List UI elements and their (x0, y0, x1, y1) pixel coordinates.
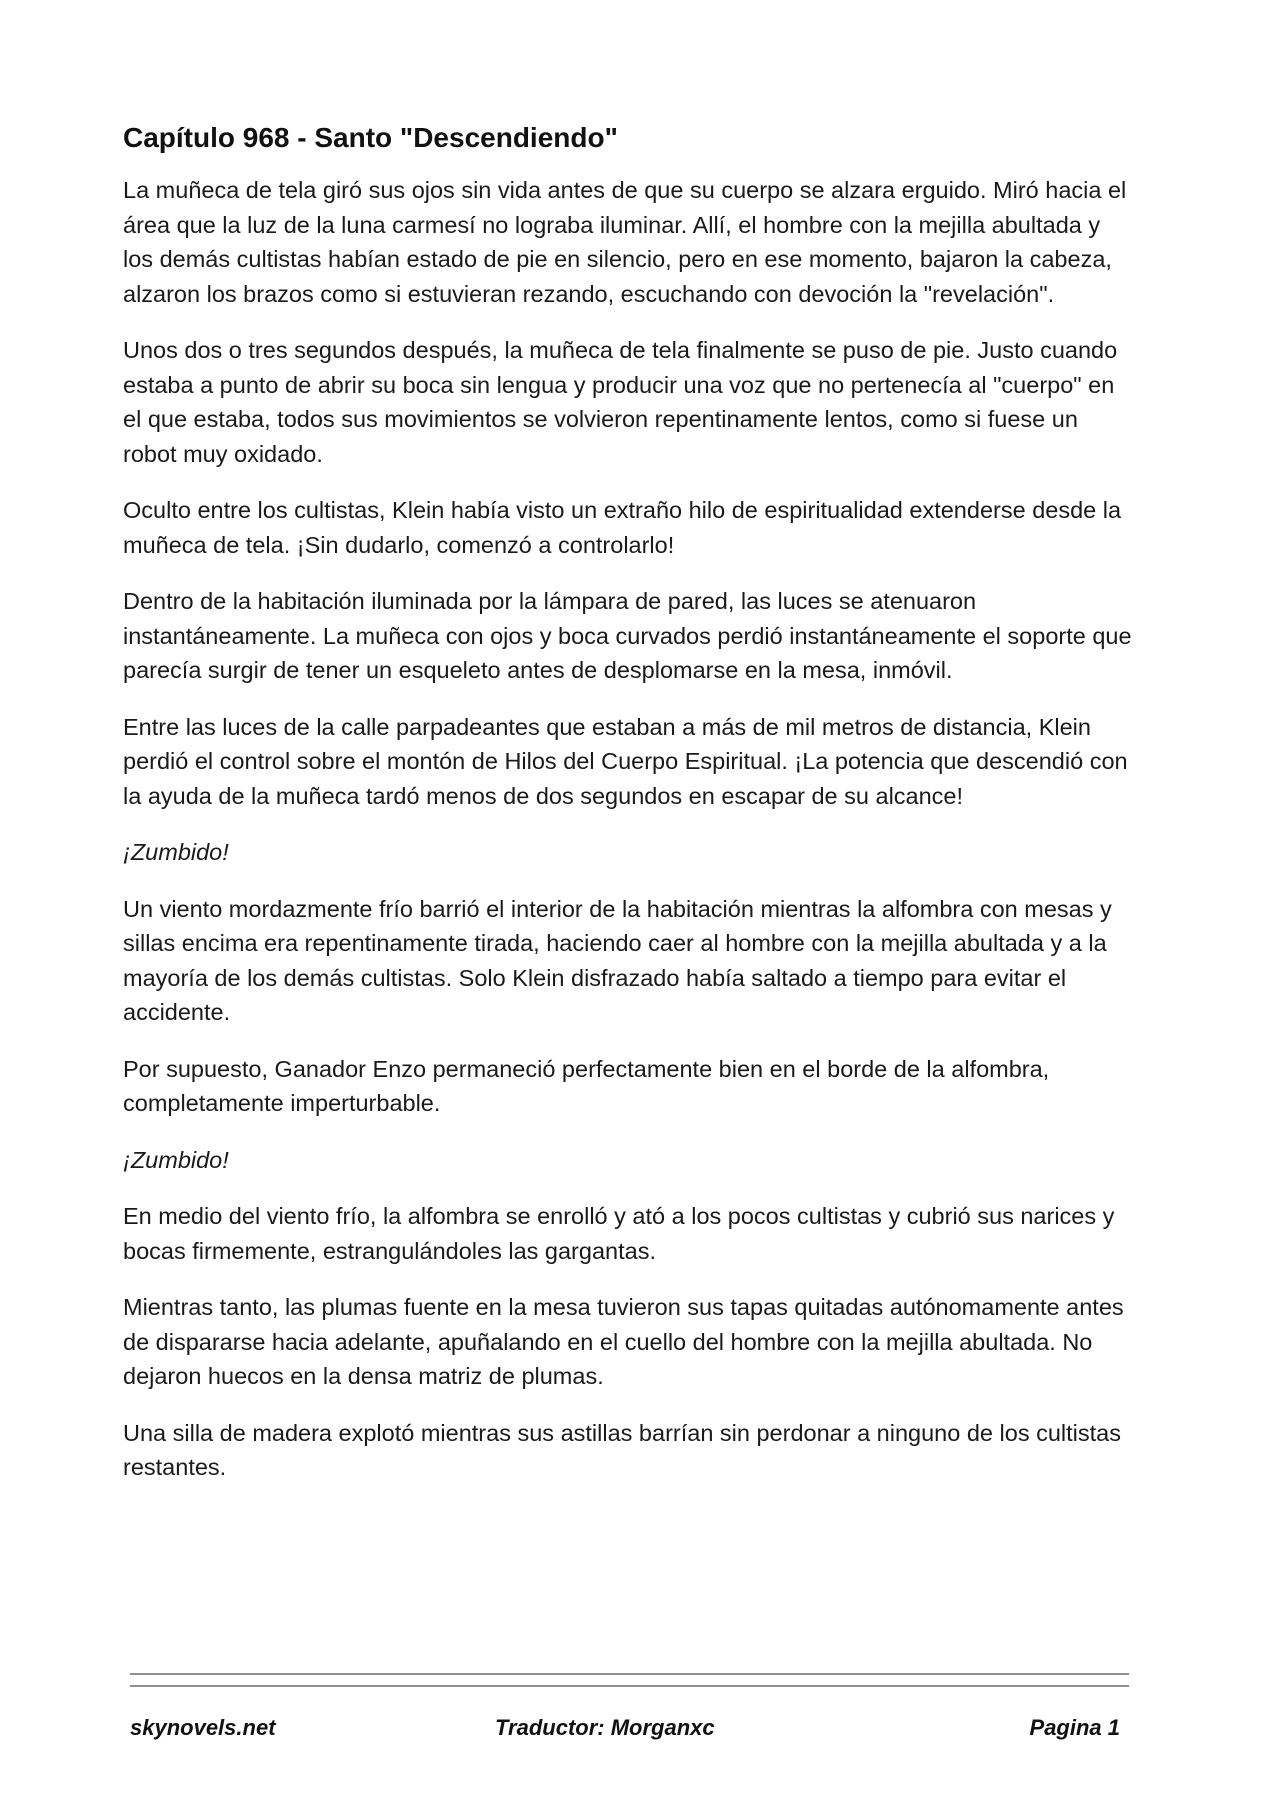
footer-site: skynovels.net (130, 1715, 276, 1740)
footer-divider (130, 1673, 1129, 1697)
footer-page-number: Pagina 1 (1029, 1715, 1120, 1740)
paragraph: La muñeca de tela giró sus ojos sin vida antes de que su cuerpo se alzara erguido. Miró hacia el área que la luz de la luna carmesí no lograba iluminar. Allí, el hombre con la mejilla abultada y los demás cultistas habían estado de pie en silencio, pero en ese momento, bajaron la cabeza, alzaron los brazos como si estuvieran rezando, escuchando con devoción la "revelación". (123, 177, 1127, 307)
paragraph: Por supuesto, Ganador Enzo permaneció perfectamente bien en el borde de la alfombra, completamente imperturbable. (123, 1055, 1050, 1116)
paragraph: En medio del viento frío, la alfombra se enrolló y ató a los pocos cultistas y cubrió sus narices y bocas firmemente, estrangulándoles las gargantas. (123, 1203, 1115, 1264)
page-footer (130, 1715, 1120, 1749)
sound-effect-paragraph: ¡Zumbido! (123, 1146, 229, 1173)
paragraph: Mientras tanto, las plumas fuente en la mesa tuvieron sus tapas quitadas autónomamente antes de dispararse hacia adelante, apuñalando en el cuello del hombre con la mejilla abultada. No dejaron huecos en la densa matriz de plumas. (123, 1294, 1124, 1389)
paragraph: Oculto entre los cultistas, Klein había visto un extraño hilo de espiritualidad extenderse desde la muñeca de tela. ¡Sin dudarlo, comenzó a controlarlo! (123, 497, 1122, 558)
paragraph: Entre las luces de la calle parpadeantes que estaban a más de mil metros de distancia, Klein perdió el control sobre el montón de Hilos del Cuerpo Espiritual. ¡La potencia que descendió con la ayuda de la muñeca tardó menos de dos segundos en escapar de su alcance! (123, 713, 1128, 809)
footer-translator: Traductor: Morganxc (495, 1715, 715, 1740)
footer-rule-bottom (130, 1685, 1129, 1687)
sound-effect-paragraph: ¡Zumbido! (123, 839, 229, 865)
paragraph: Unos dos o tres segundos después, la muñeca de tela finalmente se puso de pie. Justo cuando estaba a punto de abrir su boca sin lengua y producir una voz que no pertenecía al "cuerpo" en el que estaba, todos sus movimientos se volvieron repentinamente lentos, como si fuese un robot muy oxidado. (123, 337, 1118, 467)
paragraph: Dentro de la habitación iluminada por la lámpara de pared, las luces se atenuaron instantáneamente. La muñeca con ojos y boca curvados perdió instantáneamente el soporte que parecía surgir de tener un esqueleto antes de desplomarse en la mesa, inmóvil. (123, 588, 1132, 683)
paragraph: Una silla de madera explotó mientras sus astillas barrían sin perdonar a ninguno de los cultistas restantes. (123, 1419, 1121, 1480)
footer-rule-top (130, 1673, 1129, 1675)
chapter-title: Capítulo 968 - Santo "Descendiendo" (123, 122, 618, 153)
paragraph: Un viento mordazmente frío barrió el interior de la habitación mientras la alfombra con mesas y sillas encima era repentinamente tirada, haciendo caer al hombre con la mejilla abultada y a la mayoría de los demás cultistas. Solo Klein disfrazado había saltado a tiempo para evitar el accidente. (123, 895, 1112, 1025)
document-page (123, 120, 1133, 1507)
